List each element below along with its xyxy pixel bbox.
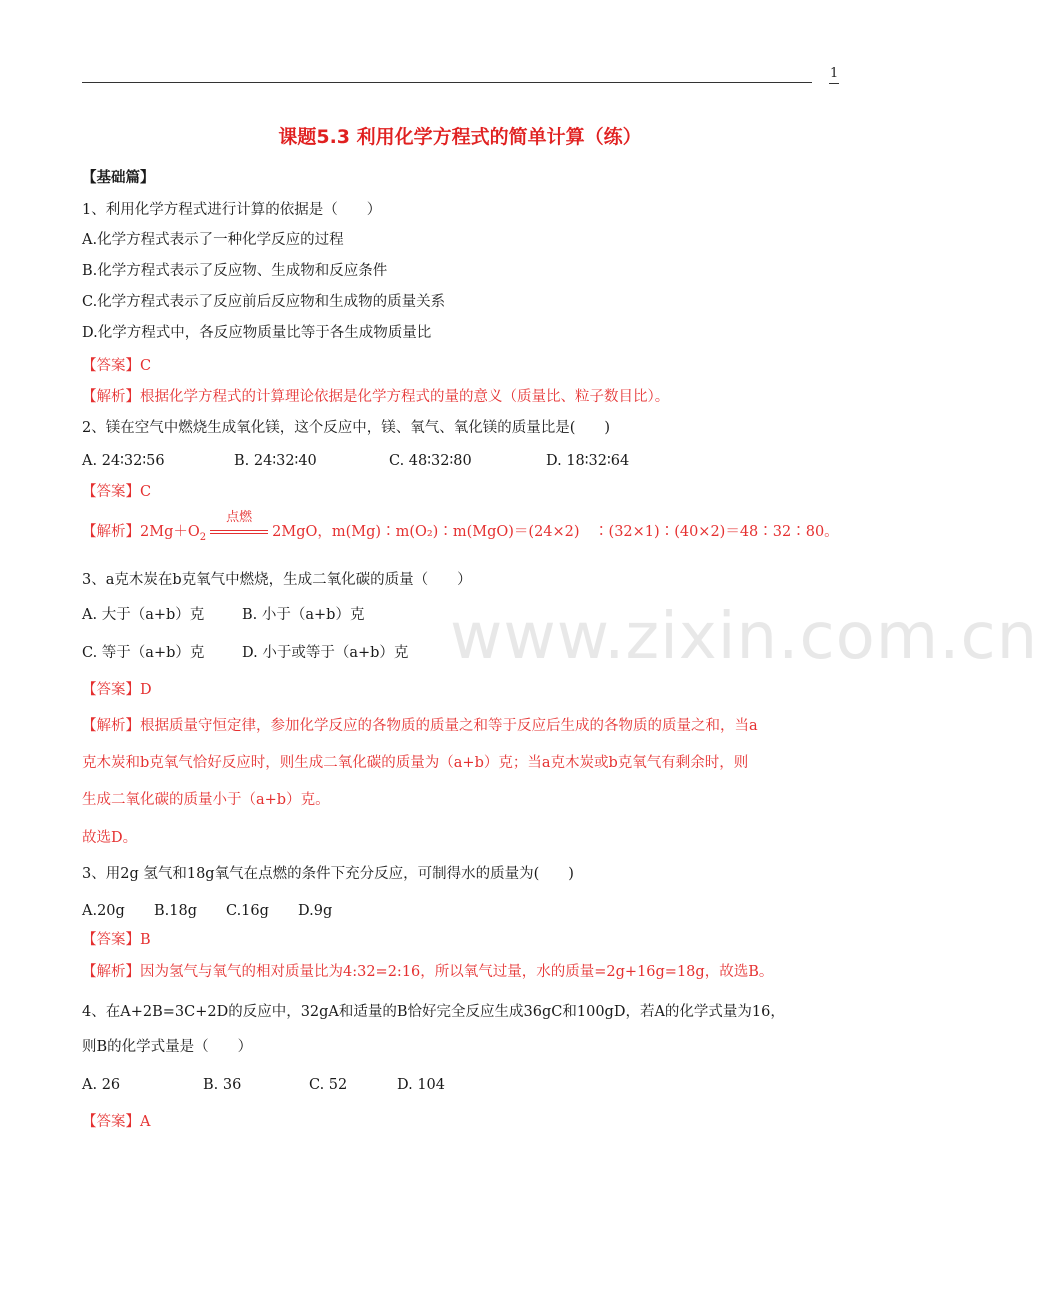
q3a-option-c: C. 等于（a+b）克 <box>82 645 205 661</box>
q4-options <box>82 1075 445 1095</box>
page-title: 课题5.3 利用化学方程式的简单计算（练） <box>278 126 642 148</box>
q4-option-a: A. 26 <box>82 1077 121 1093</box>
q2-answer: 【答案】C <box>82 484 152 500</box>
q3b-answer: 【答案】B <box>82 932 151 948</box>
q3a-options-row2 <box>82 643 408 663</box>
q3a-option-d: D. 小于或等于（a+b）克 <box>242 645 409 661</box>
q2-analysis <box>82 510 839 548</box>
q2-stem: 2、镁在空气中燃烧生成氧化镁，这个反应中，镁、氧气、氧化镁的质量比是( ) <box>82 420 611 436</box>
reaction-condition-label: 点燃 <box>226 510 253 525</box>
q2-option-d: D. 18∶32∶64 <box>546 453 630 469</box>
q2-analysis-label: 【解析】 <box>82 524 140 540</box>
header-rule <box>82 82 812 83</box>
q1-analysis: 【解析】根据化学方程式的计算理论依据是化学方程式的量的意义（质量比、粒子数目比）。 <box>82 389 670 405</box>
q2-equation-subscript: 2 <box>199 531 207 543</box>
q1-option-a: A.化学方程式表示了一种化学反应的过程 <box>82 232 344 248</box>
q1-option-d: D.化学方程式中，各反应物质量比等于各生成物质量比 <box>82 325 432 341</box>
q3a-analysis-line1: 【解析】根据质量守恒定律，参加化学反应的各物质的质量之和等于反应后生成的各物质的质量之和，当a <box>82 718 758 734</box>
q3b-option-d: D.9g <box>298 903 333 919</box>
q2-option-b: B. 24∶32∶40 <box>234 453 317 469</box>
page-number: 1 <box>830 66 839 81</box>
q1-option-c: C.化学方程式表示了反应前后反应物和生成物的质量关系 <box>82 294 446 310</box>
q3a-analysis-line2: 克木炭和b克氧气恰好反应时，则生成二氧化碳的质量为（a+b）克；当a克木炭或b克氧气有剩余时，则 <box>82 755 749 771</box>
q2-option-c: C. 48∶32∶80 <box>389 453 472 469</box>
q2-options <box>82 451 629 471</box>
q1-answer: 【答案】C <box>82 358 152 374</box>
q2-option-a: A. 24∶32∶56 <box>82 453 165 469</box>
q4-option-b: B. 36 <box>203 1077 242 1093</box>
q3b-analysis: 【解析】因为氢气与氧气的相对质量比为4:32=2:16，所以氧气过量，水的质量=2g+16g=18g，故选B。 <box>82 964 774 980</box>
q4-stem-line1: 4、在A+2B=3C+2D的反应中，32gA和适量的B恰好完全反应生成36gC和100gD，若A的化学式量为16， <box>82 1004 785 1020</box>
q3a-options-row1 <box>82 605 364 625</box>
q4-stem-line2: 则B的化学式量是（ ） <box>82 1039 253 1055</box>
q3b-options <box>82 901 332 921</box>
q3b-option-c: C.16g <box>226 903 269 919</box>
section-heading: 【基础篇】 <box>82 170 155 186</box>
q3b-option-b: B.18g <box>154 903 197 919</box>
q3a-stem: 3、a克木炭在b克氧气中燃烧，生成二氧化碳的质量（ ） <box>82 572 472 588</box>
q2-equation-right: 2MgO， <box>272 524 332 540</box>
q3b-stem: 3、用2g 氢气和18g氧气在点燃的条件下充分反应，可制得水的质量为( ) <box>82 866 574 882</box>
q3a-conclusion: 故选D。 <box>82 830 138 846</box>
q4-option-c: C. 52 <box>309 1077 348 1093</box>
q3a-option-a: A. 大于（a+b）克 <box>82 607 205 623</box>
q4-answer: 【答案】A <box>82 1114 151 1130</box>
q3a-analysis-line3: 生成二氧化碳的质量小于（a+b）克。 <box>82 792 330 808</box>
q2-equation-left: 2Mg＋O <box>140 524 200 540</box>
watermark: www.zixin.com.cn <box>450 600 1038 674</box>
q2-ratio-text: m(Mg)∶m(O₂)∶m(MgO)＝(24×2) ∶(32×1)∶(40×2)＝48∶32∶80。 <box>331 524 839 540</box>
q4-option-d: D. 104 <box>397 1077 446 1093</box>
q3b-option-a: A.20g <box>82 903 125 919</box>
q3a-option-b: B. 小于（a+b）克 <box>242 607 365 623</box>
reaction-condition <box>210 510 268 542</box>
q1-stem: 1、利用化学方程式进行计算的依据是（ ） <box>82 202 382 218</box>
q3a-answer: 【答案】D <box>82 682 152 698</box>
q1-option-b: B.化学方程式表示了反应物、生成物和反应条件 <box>82 263 388 279</box>
